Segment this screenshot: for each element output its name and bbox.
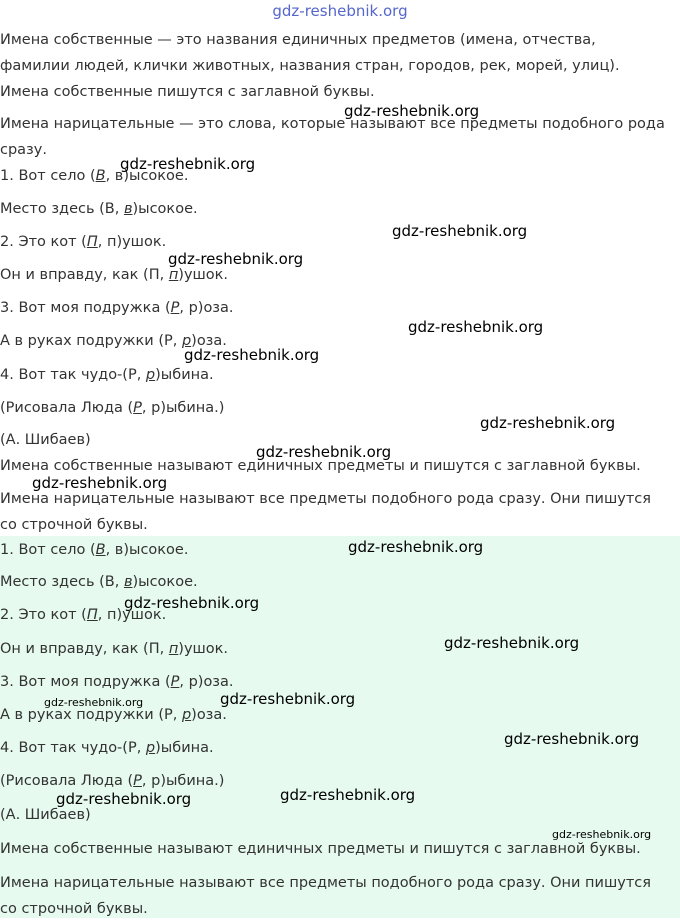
exercise-line: 3. Вот моя подружка (Р, р)оза. [0,674,234,690]
exercise-line: А в руках подружки (Р, р)оза. [0,333,227,349]
exercise-author: (А. Шибаев) [0,432,91,448]
conclusion-common: Имена нарицательные называют все предметы подобного рода сразу. Они пишутся со строчной буквы. [0,875,651,917]
exercise-line: Он и вправду, как (П, п)ушок. [0,641,229,657]
exercise-line: 1. Вот село (В, в)ысокое. [0,542,189,558]
watermark: gdz-reshebnik.org [44,696,144,709]
watermark: gdz-reshebnik.org [504,730,640,748]
watermark: gdz-reshebnik.org [552,828,652,841]
watermark: gdz-reshebnik.org [256,443,392,461]
watermark: gdz-reshebnik.org [348,538,484,556]
exercise-line: Место здесь (В, в)ысокое. [0,574,198,590]
conclusion-common: Имена нарицательные называют все предметы подобного рода сразу. Они пишутся со строчной буквы. [0,491,651,533]
proper-noun-definition: Имена собственные — это названия единичных предметов (имена, отчества, фамилии людей, клички животных, названия стран, городов, рек, морей, улиц). Имена собственные пишутся с заглавной буквы. [0,32,620,100]
watermark: gdz-reshebnik.org [184,346,320,364]
exercise-line: 1. Вот село (В, в)ысокое. [0,168,189,184]
watermark: gdz-reshebnik.org [480,414,616,432]
watermark: gdz-reshebnik.org [392,222,528,240]
exercise-line: 4. Вот так чудо-(Р, р)ыбина. [0,367,214,383]
common-noun-definition: Имена нарицательные — это слова, которые называют все предметы подобного рода сразу. [0,116,665,158]
watermark: gdz-reshebnik.org [408,318,544,336]
watermark: gdz-reshebnik.org [220,690,356,708]
exercise-line: 2. Это кот (П, п)ушок. [0,607,167,623]
watermark: gdz-reshebnik.org [168,250,304,268]
watermark: gdz-reshebnik.org [124,594,260,612]
exercise-author: (А. Шибаев) [0,807,91,823]
exercise-line: 2. Это кот (П, п)ушок. [0,234,167,250]
watermark: gdz-reshebnik.org [344,102,480,120]
exercise-line: Он и вправду, как (П, п)ушок. [0,267,229,283]
site-watermark-header: gdz-reshebnik.org [272,2,408,20]
exercise-line: 4. Вот так чудо-(Р, р)ыбина. [0,740,214,756]
watermark: gdz-reshebnik.org [280,786,416,804]
exercise-line: 3. Вот моя подружка (Р, р)оза. [0,300,234,316]
conclusion-proper: Имена собственные называют единичных предметы и пишутся с заглавной буквы. [0,458,641,474]
exercise-line: Место здесь (В, в)ысокое. [0,201,198,217]
watermark: gdz-reshebnik.org [444,634,580,652]
watermark: gdz-reshebnik.org [56,790,192,808]
conclusion-proper: Имена собственные называют единичных предметы и пишутся с заглавной буквы. [0,841,641,857]
exercise-line: (Рисовала Люда (Р, р)ыбина.) [0,773,225,789]
watermark: gdz-reshebnik.org [120,155,256,173]
exercise-line: (Рисовала Люда (Р, р)ыбина.) [0,400,225,416]
exercise-line: А в руках подружки (Р, р)оза. [0,707,227,723]
watermark: gdz-reshebnik.org [32,474,168,492]
